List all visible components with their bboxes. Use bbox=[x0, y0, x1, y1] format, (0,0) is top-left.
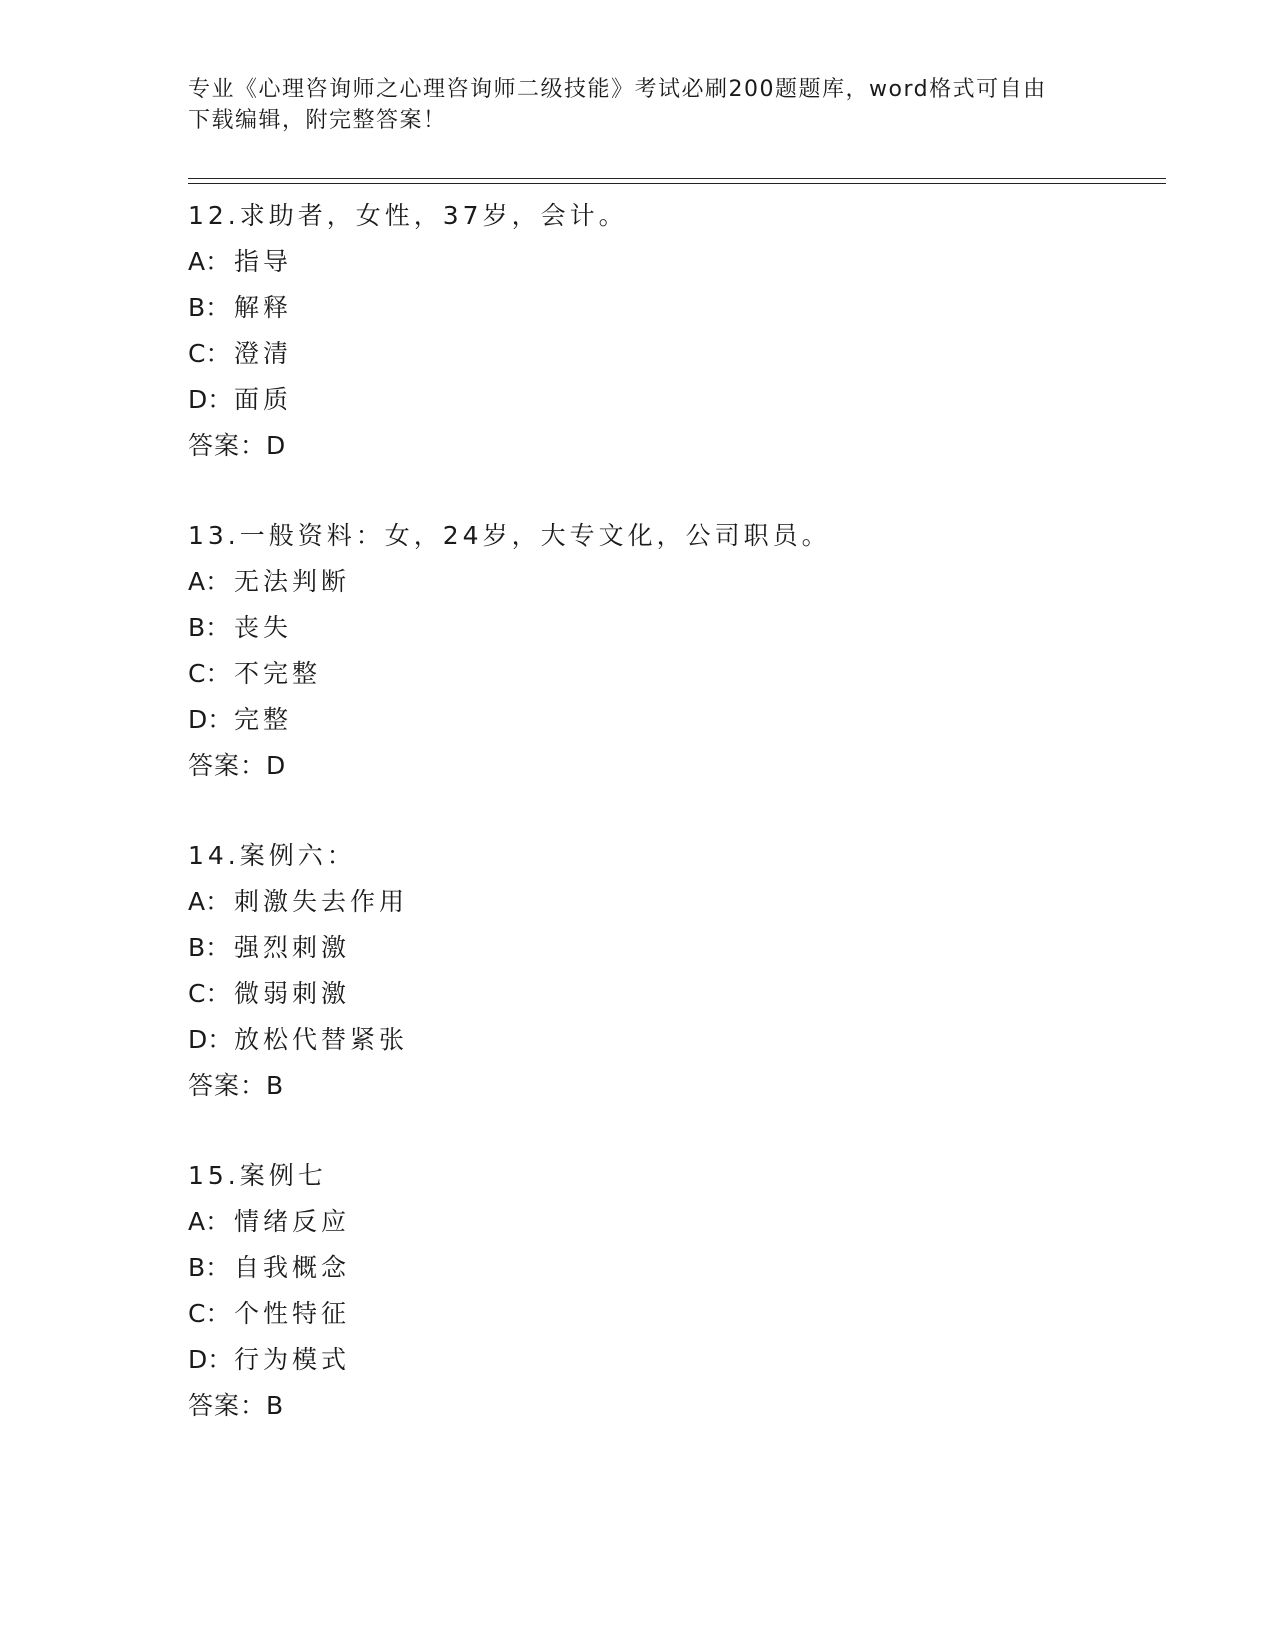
option-c bbox=[188, 331, 1148, 377]
option-text: 情绪反应 bbox=[234, 1207, 351, 1236]
document-header: 专业《心理咨询师之心理咨询师二级技能》考试必刷200题题库，word格式可自由下载编辑，附完整答案！ bbox=[188, 77, 1047, 133]
answer-line: 答案：D bbox=[188, 751, 287, 780]
option-b bbox=[188, 285, 1148, 331]
option-text: 自我概念 bbox=[234, 1253, 351, 1282]
option-a bbox=[188, 239, 1148, 285]
option-text: 无法判断 bbox=[234, 567, 351, 596]
option-text: 完整 bbox=[234, 705, 293, 734]
option-c bbox=[188, 651, 1148, 697]
option-key: D： bbox=[188, 705, 233, 734]
question-list bbox=[188, 193, 1148, 1473]
option-d bbox=[188, 1337, 1148, 1383]
option-key: A： bbox=[188, 887, 231, 916]
option-key: C： bbox=[188, 339, 231, 368]
option-key: D： bbox=[188, 1025, 233, 1054]
option-a bbox=[188, 879, 1148, 925]
option-key: C： bbox=[188, 659, 231, 688]
option-text: 指导 bbox=[234, 247, 293, 276]
option-text: 放松代替紧张 bbox=[234, 1025, 409, 1054]
question-stem: 12.求助者，女性，37岁，会计。 bbox=[188, 201, 628, 230]
option-b bbox=[188, 1245, 1148, 1291]
header-divider-top bbox=[188, 178, 1166, 179]
question-stem: 14.案例六： bbox=[188, 841, 356, 870]
question-13 bbox=[188, 513, 1148, 833]
option-key: B： bbox=[188, 613, 231, 642]
option-key: A： bbox=[188, 1207, 231, 1236]
option-key: C： bbox=[188, 979, 231, 1008]
option-text: 解释 bbox=[234, 293, 293, 322]
option-c bbox=[188, 971, 1148, 1017]
option-text: 行为模式 bbox=[234, 1345, 351, 1374]
answer-line: 答案：B bbox=[188, 1391, 285, 1420]
option-d bbox=[188, 1017, 1148, 1063]
option-key: D： bbox=[188, 385, 233, 414]
option-key: D： bbox=[188, 1345, 233, 1374]
option-text: 个性特征 bbox=[234, 1299, 351, 1328]
header-divider-bottom bbox=[188, 183, 1166, 184]
option-text: 微弱刺激 bbox=[234, 979, 351, 1008]
option-text: 面质 bbox=[234, 385, 293, 414]
option-text: 刺激失去作用 bbox=[234, 887, 409, 916]
question-12 bbox=[188, 193, 1148, 513]
option-key: A： bbox=[188, 567, 231, 596]
question-14 bbox=[188, 833, 1148, 1153]
option-b bbox=[188, 925, 1148, 971]
answer-line: 答案：D bbox=[188, 431, 287, 460]
option-key: C： bbox=[188, 1299, 231, 1328]
option-d bbox=[188, 377, 1148, 423]
option-text: 澄清 bbox=[234, 339, 293, 368]
answer-line: 答案：B bbox=[188, 1071, 285, 1100]
option-a bbox=[188, 559, 1148, 605]
option-key: A： bbox=[188, 247, 231, 276]
option-text: 丧失 bbox=[234, 613, 293, 642]
option-b bbox=[188, 605, 1148, 651]
question-stem: 15.案例七 bbox=[188, 1161, 327, 1190]
option-c bbox=[188, 1291, 1148, 1337]
question-stem: 13.一般资料：女，24岁，大专文化，公司职员。 bbox=[188, 521, 831, 550]
option-key: B： bbox=[188, 1253, 231, 1282]
option-key: B： bbox=[188, 933, 231, 962]
option-key: B： bbox=[188, 293, 231, 322]
option-text: 不完整 bbox=[234, 659, 322, 688]
option-d bbox=[188, 697, 1148, 743]
option-a bbox=[188, 1199, 1148, 1245]
option-text: 强烈刺激 bbox=[234, 933, 351, 962]
question-15 bbox=[188, 1153, 1148, 1473]
